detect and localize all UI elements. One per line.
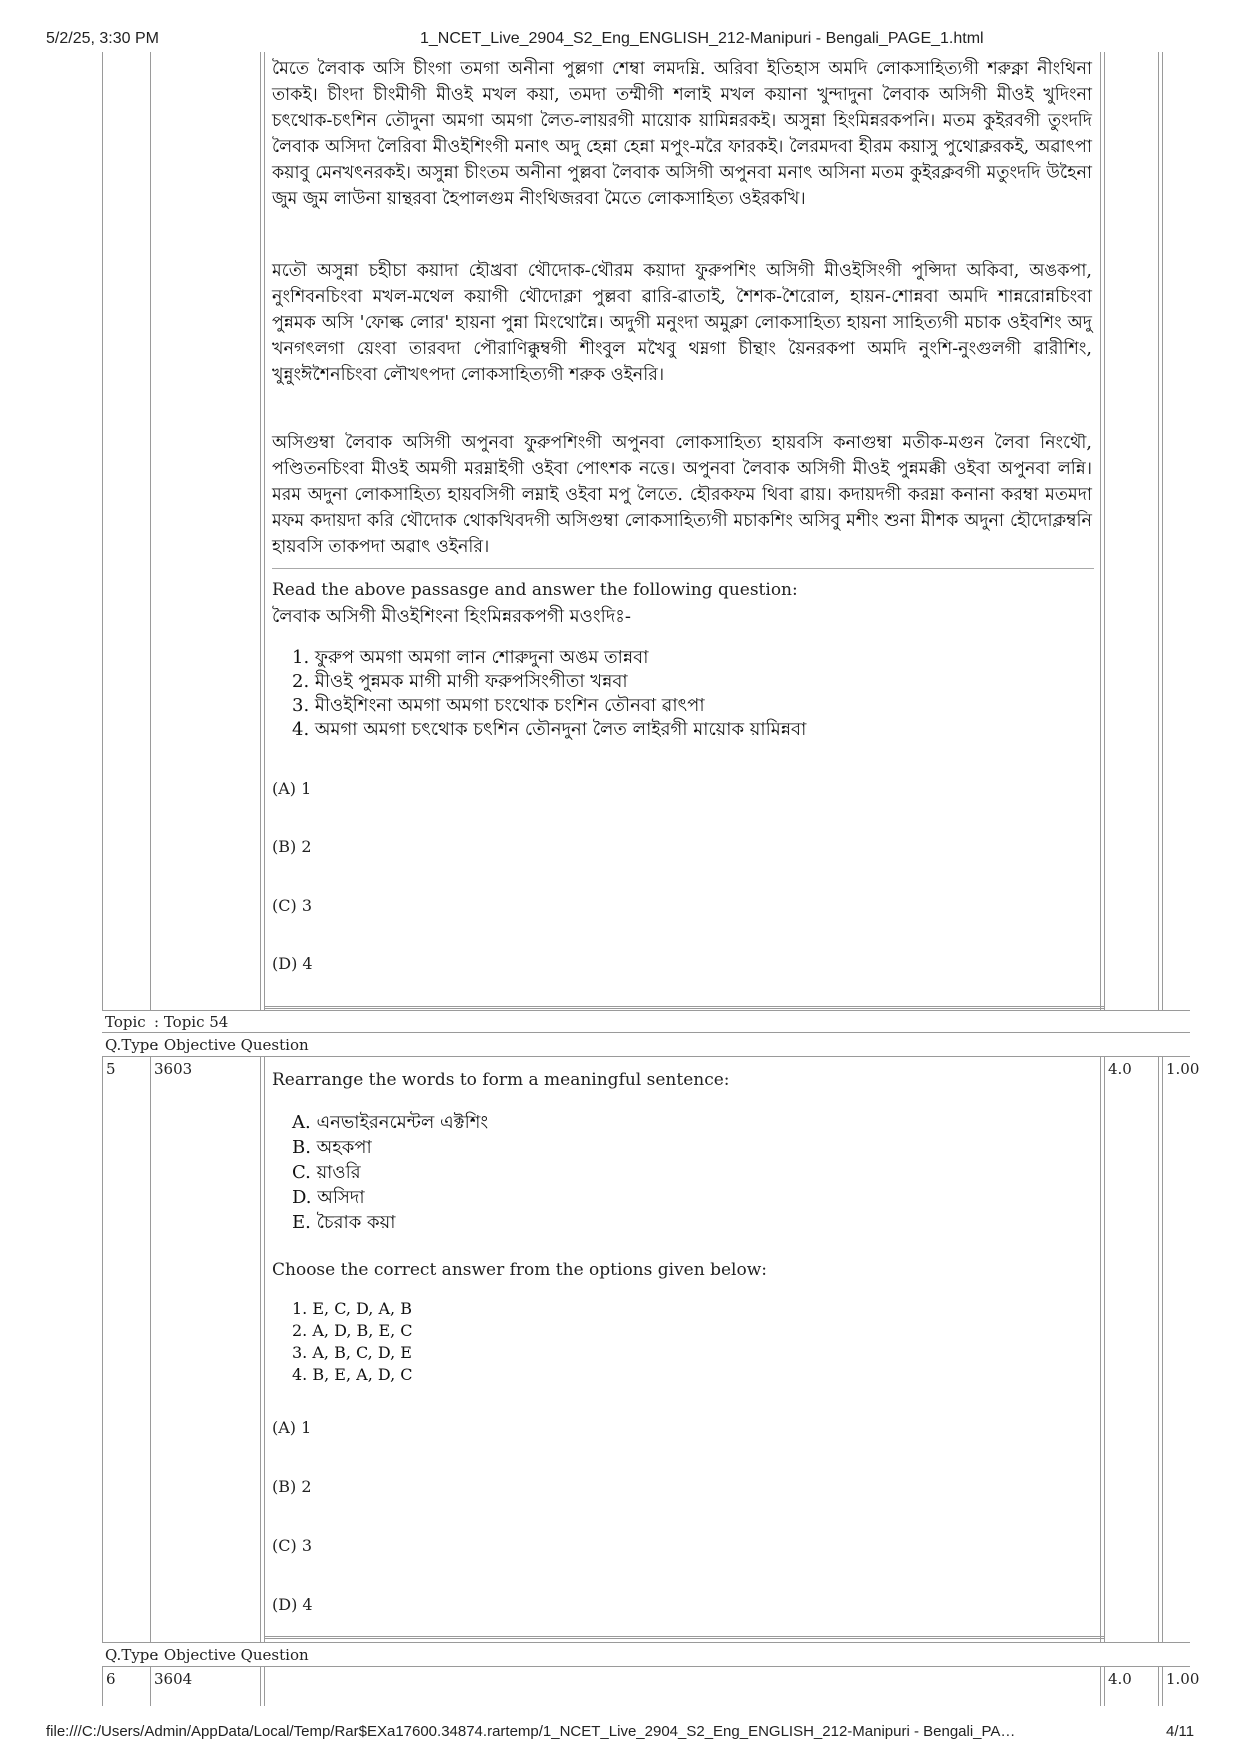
table-border-col3a (1100, 52, 1101, 1010)
q5-id: 3603 (154, 1060, 193, 1078)
q5-number: 5 (106, 1060, 116, 1078)
q4-choice-list (292, 646, 806, 742)
q5-border-col2b (264, 1056, 265, 1642)
q5-choice-2: 2. A, D, B, E, C (292, 1321, 413, 1340)
q5-choice-4: 4. B, E, A, D, C (292, 1365, 413, 1384)
q4-question: লৈবাক অসিগী মীওইশিংনা হিংমিন্নরকপগী মওংদিঃ- (272, 606, 631, 627)
passage-paragraph-3: অসিগুম্বা লৈবাক অসিগী অপুনবা ফুরুপশিংগী অপুনবা লোকসাহিত্য হায়বসি কনাগুম্বা মতীক-মগুন লৈবা নিংথৌ, পণ্ডিতনচিংবা মীওই অমগী মরম্নাইগী ওইবা পোৎশক নত্তে। অপুনবা লৈবাক অসিগী মীওই পুন্নমক্কী ওইবা অপুনবা লন্নি। মরম অদুনা লোকসাহিত্য হায়বসিগী লম্নাই ওইবা মপু লৈতে. হৌরকফম থিবা ৱায়। কদায়দগী করম্না কনানা করম্বা মতমদা মফম কদায়দা করি থৌদোক থোকখিবদগী অসিগুম্বা লোকসাহিত্যগী মচাকশিং অসিবু মশীং শুনা মীশক অদুনা হৌদোক্লম্বনি হায়বসি তাকপদা অৱাৎ ওইনরি। (272, 433, 1092, 557)
q5-border-col3a (1100, 1056, 1101, 1642)
passage-separator (272, 568, 1094, 569)
q5-marks: 4.0 (1108, 1060, 1132, 1078)
q5-border-col1 (150, 1056, 151, 1642)
q6-number: 6 (106, 1670, 116, 1688)
print-datetime: 5/2/25, 3:30 PM (46, 30, 159, 47)
q6-id: 3604 (154, 1670, 193, 1688)
q4-option-d: (D) 4 (272, 954, 313, 973)
print-page-number: 4/11 (1166, 1723, 1195, 1740)
table-border-col2b (264, 52, 265, 1010)
q5-word-c: C. য়াওরি (292, 1162, 361, 1183)
q5-cell-bottom-border (264, 1636, 1104, 1639)
table-border-col3b (1104, 52, 1105, 1010)
table-border-col2a (260, 52, 261, 1010)
q5-border-col4b (1162, 1056, 1163, 1642)
table-border-left (102, 52, 103, 1010)
q5-word-e: E. চৈরাক কয়া (292, 1212, 396, 1233)
table-border-col1 (150, 52, 151, 1010)
topic-label: Topic (105, 1013, 146, 1031)
q5-option-c: (C) 3 (272, 1536, 312, 1555)
topic-row-top (102, 1010, 1190, 1011)
print-file-path: file:///C:/Users/Admin/AppData/Local/Temp/Rar$EXa17600.34874.rartemp/1_NCET_Live_2904_S2_Eng_ENGLISH_212-Manipuri - Bengali_PA… (46, 1723, 1016, 1740)
q4-choice-4: 4. অমগা অমগা চৎথোক চৎশিন তৌনদুনা লৈত লাইরগী মায়োক য়ামিন্নবা (292, 719, 807, 740)
q5-choice-list (292, 1298, 413, 1386)
passage-paragraph-1: মৈতে লৈবাক অসি চীংগা তমগা অনীনা পুল্লগা শেম্বা লমদম্নি. অরিবা ইতিহাস অমদি লোকসাহিত্যগী শরুক্না নীংথিনা তাকই। চীংদা চীংমীগী মীওই মখল কয়া, তমদা তম্মীগী শলাই মখল কয়ানা খুন্দাদুনা লৈবাক অসিগী মীওই খুদিংনা চৎথোক-চৎশিন তৌদুনা অমগা অমগা লৈত-লায়রগী মায়োক য়ামিন্নরকই। অসুন্না হিংমিন্নরকপনি। মতম কুইরবগী তুংদদি লৈবাক অসিদা লৈরিবা মীওইশিংগী মনাৎ অদু হেন্না হেন্না মপুং-মরৈ ফারকই। লৈরমদবা হীরম কয়াসু পুথোক্লরকই, অৱাৎপা কয়াবু মেনখৎনরকই। অসুন্না চীংতম অনীনা পুল্লবা লৈবাক অসিগী অপুনবা মনাৎ অসিনা মতম কুইরক্লবগী মতুংদদি উহৈনা জুম জুম লাউনা য়ান্থরবা হৈপালগুম নীংথিজরবা মৈতে লোকসাহিত্য ওইরকখি। (272, 59, 1092, 209)
q5-choice-3: 3. A, B, C, D, E (292, 1343, 412, 1362)
qtype6-row-top (102, 1642, 1190, 1643)
q6-border-col2a (260, 1666, 261, 1706)
q5-border-col4a (1158, 1056, 1159, 1642)
qtype-label: Q.Type (105, 1036, 159, 1054)
q6-border-col4a (1158, 1666, 1159, 1706)
q5-border-left (102, 1056, 103, 1642)
q6-border-col2b (264, 1666, 265, 1706)
q4-instruction: Read the above passasge and answer the following question: (272, 580, 798, 600)
q4-choice-3: 3. মীওইশিংনা অমগা অমগা চংথোক চংশিন তৌনবা ৱাৎপা (292, 695, 705, 716)
q4-choice-2: 2. মীওই পুন্নমক মাগী মাগী ফরুপসিংগীতা খন্নবা (292, 671, 628, 692)
q4-option-c: (C) 3 (272, 896, 312, 915)
q5-option-a: (A) 1 (272, 1418, 312, 1437)
q6-border-col3b (1104, 1666, 1105, 1706)
q4-option-a: (A) 1 (272, 779, 312, 798)
q5-instruction: Rearrange the words to form a meaningful sentence: (272, 1070, 730, 1090)
q6-border-left (102, 1666, 103, 1706)
q5-word-d: D. অসিদা (292, 1187, 365, 1208)
q4-option-b: (B) 2 (272, 837, 312, 856)
q6-row-top (102, 1666, 1190, 1667)
topic-value: : Topic 54 (154, 1013, 229, 1031)
q5-border-col3b (1104, 1056, 1105, 1642)
qtype6-label: Q.Type (105, 1646, 159, 1664)
qtype6-value: : Objective Question (154, 1646, 309, 1664)
q5-row-top (102, 1056, 1190, 1057)
q5-word-b: B. অহকপা (292, 1137, 372, 1158)
q4-choice-1: 1. ফুরুপ অমগা অমগা লান শোরুদুনা অঙম তান্নবা (292, 647, 649, 668)
q6-border-col4b (1162, 1666, 1163, 1706)
q5-border-col2a (260, 1056, 261, 1642)
q5-word-list (292, 1110, 488, 1235)
q6-border-col1 (150, 1666, 151, 1706)
q5-word-a: A. এনভাইরনমেন্টল এক্টশিং (292, 1112, 489, 1133)
table-border-col4a (1158, 52, 1159, 1010)
q6-border-col3a (1100, 1666, 1101, 1706)
q6-marks: 4.0 (1108, 1670, 1132, 1688)
q5-option-d: (D) 4 (272, 1595, 313, 1614)
print-title: 1_NCET_Live_2904_S2_Eng_ENGLISH_212-Manipuri - Bengali_PAGE_1.html (420, 30, 984, 47)
q5-choice-1: 1. E, C, D, A, B (292, 1299, 412, 1318)
passage-paragraph-2: মতৌ অসুন্না চহীচা কয়াদা হৌখ্রবা থৌদোক-থৌরম কয়াদা ফুরুপশিং অসিগী মীওইসিংগী পুন্সিদা অকিবা, অঙকপা, নুংশিবনচিংবা মখল-মথেল কয়াগী থৌদোক্লা পুল্লবা ৱারি-ৱাতাই, শৈশক-শৈরোল, হায়ন-শোন্নবা অমদি শান্নরোন্নচিংবা পুন্নমক অসি 'ফোল্ক লোর' হায়না পুন্না মিংথোন্নৈ। অদুগী মনুংদা অমুক্লা লোকসাহিত্য হায়না সাহিত্যগী মচাক ওইবশিং অদু খনগৎলগা য়েংবা তারবদা পৌরাণিক্কুম্বগী শীংবুল মখৈবু থম্নগা চীন্থাং য়ৈনরকপা অমদি নুংশি-নুংগুলগী ৱারীশিং, খুন্নুংঈশৈনচিংবা লৌখৎপদা লোকসাহিত্যগী শরুক ওইনরি। (272, 261, 1092, 385)
qtype-value: : Objective Question (154, 1036, 309, 1054)
qtype-row-top (102, 1032, 1190, 1033)
cell-bottom-border (264, 1006, 1104, 1009)
q5-negative-marks: 1.00 (1166, 1060, 1200, 1078)
q5-choose-instruction: Choose the correct answer from the options given below: (272, 1260, 767, 1280)
q6-negative-marks: 1.00 (1166, 1670, 1200, 1688)
table-border-col4b (1162, 52, 1163, 1010)
q5-option-b: (B) 2 (272, 1477, 312, 1496)
